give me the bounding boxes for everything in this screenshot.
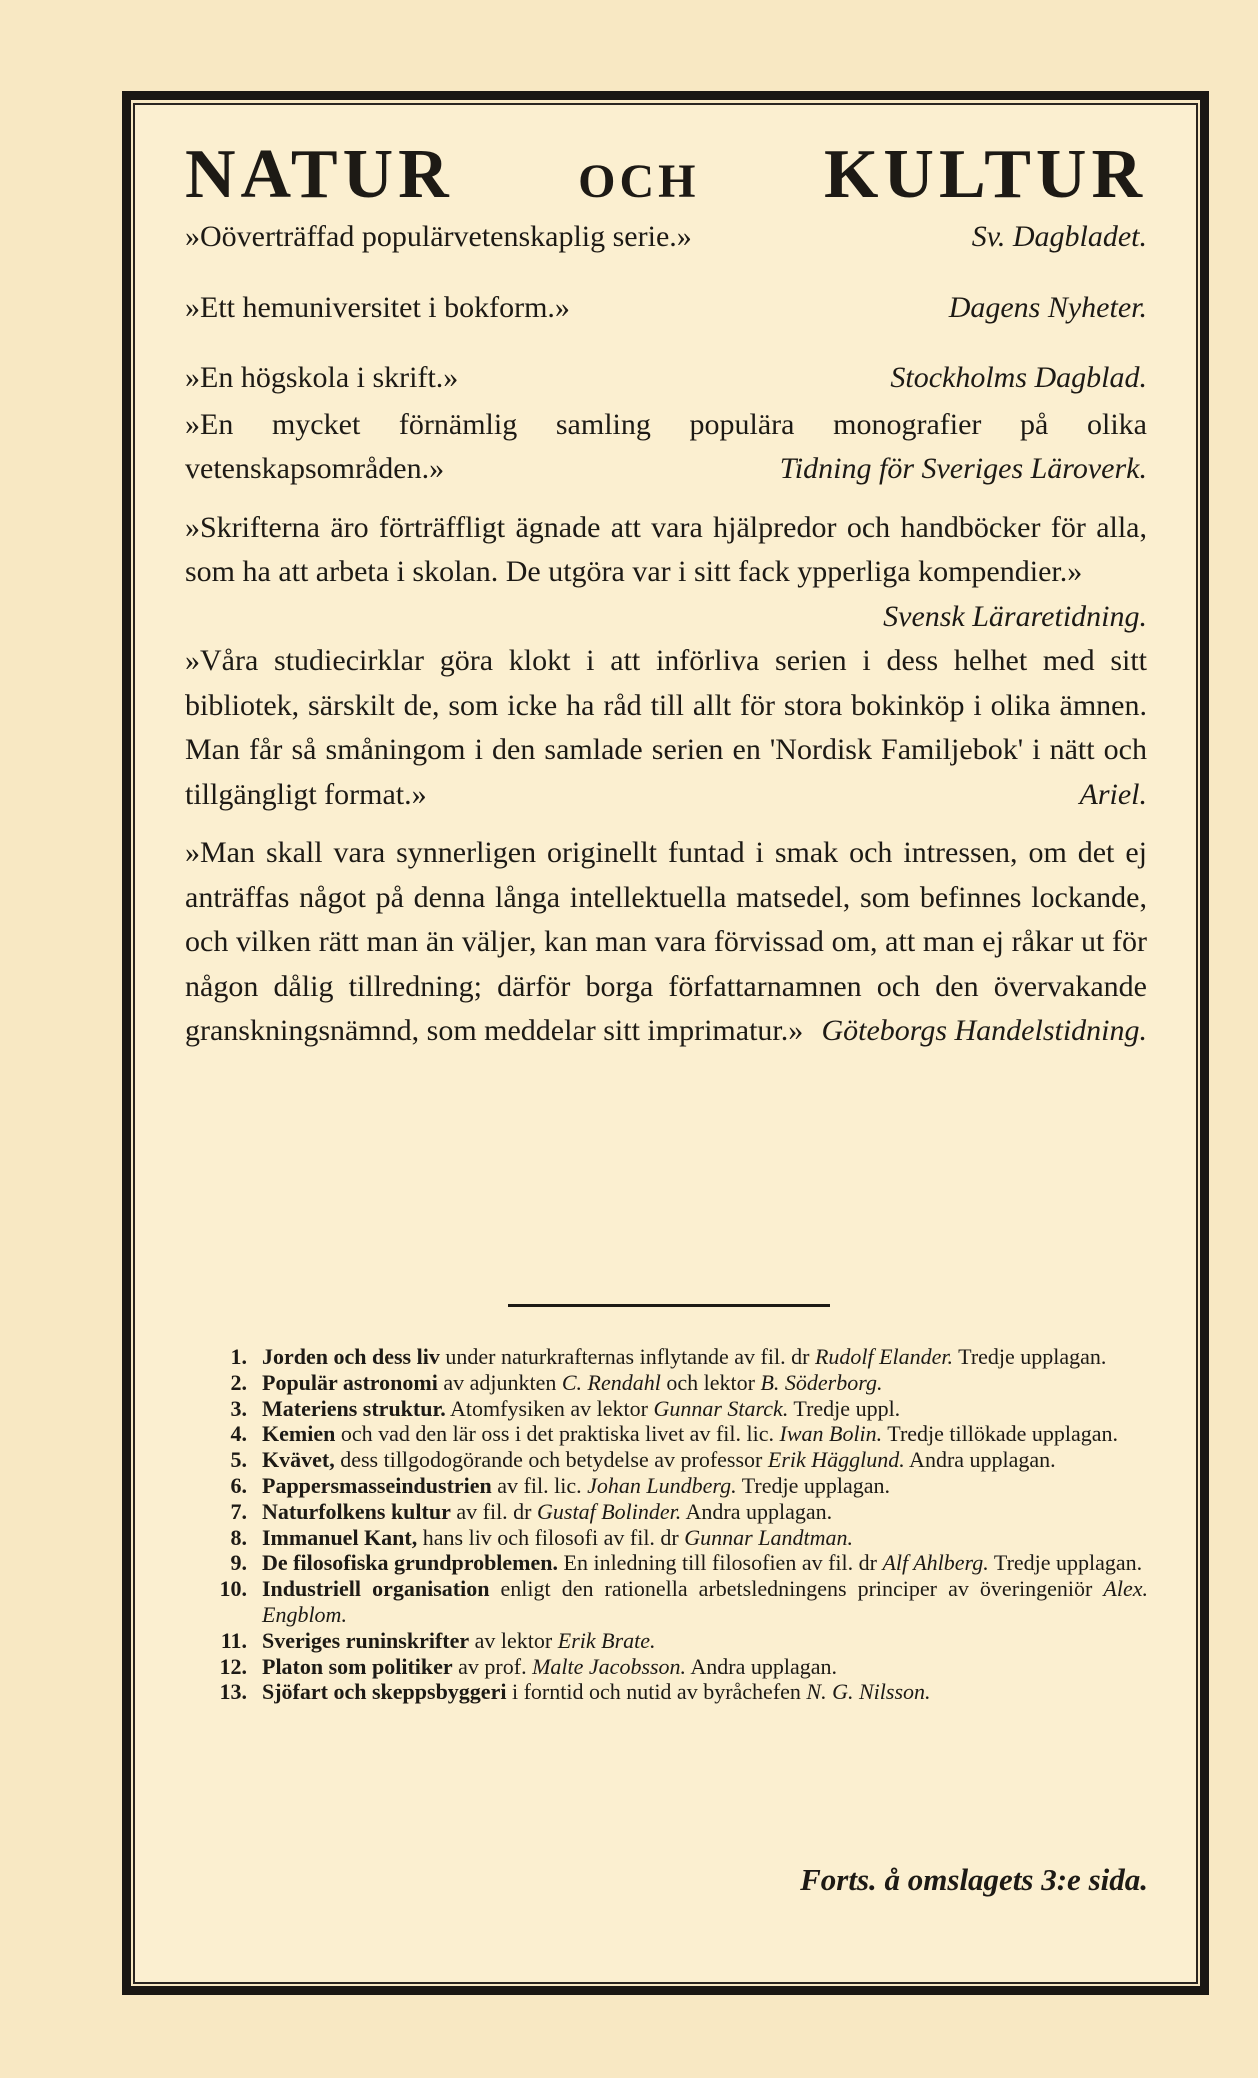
book-title: Pappersmasseindustrien bbox=[262, 1472, 492, 1498]
list-item-text bbox=[262, 1499, 1148, 1525]
list-item-number: 9. bbox=[230, 1550, 247, 1576]
list-item-text bbox=[262, 1370, 1148, 1396]
book-title: Populär astronomi bbox=[262, 1369, 438, 1395]
book-title: Sveriges runinskrifter bbox=[262, 1627, 470, 1653]
divider-rule bbox=[508, 1304, 830, 1307]
title-kultur: KULTUR bbox=[823, 136, 1148, 213]
list-item bbox=[185, 1576, 1148, 1628]
list-item-number: 10. bbox=[219, 1576, 247, 1602]
description: Tredje upplagan. bbox=[736, 1472, 891, 1498]
continued-note: Forts. å omslagets 3:e sida. bbox=[800, 1862, 1148, 1897]
list-item-text bbox=[262, 1344, 1148, 1370]
description: och vad den lär oss i det praktiska livet av fil. lic. bbox=[335, 1421, 780, 1447]
quote-text: »Skrifterna äro förträffligt ägnade att vara hjälpredor och handböcker för alla, som ha att arbeta i skolan. De utgöra var i sitt fack ypperliga kompendier.» bbox=[185, 510, 1147, 588]
list-item-number: 8. bbox=[230, 1524, 247, 1550]
list-item bbox=[185, 1370, 1148, 1396]
description: Tredje uppl. bbox=[788, 1395, 901, 1421]
list-item-text bbox=[262, 1396, 1148, 1422]
list-item-number: 12. bbox=[219, 1653, 247, 1679]
quote-text: »Ett hemuniversitet i bokform.» bbox=[185, 290, 570, 324]
list-item bbox=[185, 1396, 1148, 1422]
list-item bbox=[185, 1628, 1148, 1654]
book-title: Kemien bbox=[262, 1421, 336, 1447]
list-item bbox=[185, 1525, 1148, 1551]
book-title: Immanuel Kant, bbox=[262, 1524, 418, 1550]
list-item-number: 11. bbox=[220, 1627, 247, 1653]
book-title: Materiens struktur. bbox=[262, 1395, 446, 1421]
book-title: De filosofiska grundproblemen. bbox=[262, 1550, 559, 1576]
description: av fil. lic. bbox=[491, 1472, 588, 1498]
description: Tredje upplagan. bbox=[953, 1344, 1107, 1369]
list-item-number: 13. bbox=[219, 1679, 247, 1705]
title-och: OCH bbox=[578, 155, 700, 208]
quote-laroverk bbox=[185, 403, 1147, 492]
book-title: Sjöfart och skeppsbyggeri bbox=[262, 1679, 507, 1705]
author-name: Malte Jacobsson. bbox=[532, 1653, 687, 1679]
quote-stockholms-dagblad bbox=[185, 356, 1147, 401]
author-name: C. Rendahl bbox=[561, 1369, 661, 1395]
quote-sv-dagbladet bbox=[185, 215, 1147, 260]
list-item-number: 7. bbox=[230, 1498, 247, 1524]
description: i forntid och nutid av byråchefen bbox=[506, 1679, 807, 1705]
author-name: N. G. Nilsson. bbox=[806, 1679, 931, 1705]
list-item-text bbox=[262, 1679, 1148, 1705]
description: och lektor bbox=[660, 1369, 761, 1395]
list-item-text bbox=[262, 1576, 1148, 1628]
author-name: Alf Ahlberg. bbox=[882, 1550, 989, 1576]
description: Andra upplagan. bbox=[686, 1653, 837, 1679]
book-title: Jorden och dess liv bbox=[262, 1344, 440, 1369]
author-name: Gustaf Bolinder. bbox=[537, 1498, 682, 1524]
page-content bbox=[185, 135, 1147, 1054]
author-name: Alex. Engblom. bbox=[262, 1576, 1149, 1627]
list-item-text bbox=[262, 1654, 1148, 1680]
quote-text: »En mycket förnämlig samling populära monografier på olika vetenskapsområden.» bbox=[185, 407, 1147, 485]
list-item-text bbox=[262, 1525, 1148, 1551]
page-title bbox=[185, 135, 1147, 215]
author-name: Erik Brate. bbox=[557, 1627, 656, 1653]
author-name: Erik Hägglund. bbox=[767, 1447, 905, 1473]
quote-source: Tidning för Sveriges Läroverk. bbox=[779, 452, 1147, 485]
list-item-text bbox=[262, 1421, 1148, 1447]
list-item bbox=[185, 1550, 1148, 1576]
list-item-number: 3. bbox=[230, 1395, 247, 1421]
author-name: Iwan Bolin. bbox=[779, 1421, 883, 1447]
author-name: B. Söderborg. bbox=[760, 1369, 883, 1395]
list-item bbox=[185, 1499, 1148, 1525]
quote-source: Ariel. bbox=[1079, 777, 1147, 811]
list-item-text bbox=[262, 1628, 1148, 1654]
quote-source: Stockholms Dagblad. bbox=[890, 361, 1147, 394]
description: av lektor bbox=[469, 1627, 558, 1653]
quote-source: Svensk Läraretidning. bbox=[883, 599, 1147, 633]
quote-text: »Oöverträffad populärvetenskaplig serie.» bbox=[185, 220, 692, 253]
list-item-text bbox=[262, 1447, 1148, 1473]
book-title: Industriell organisation bbox=[262, 1576, 490, 1602]
description: En inledning till filosofien av fil. dr bbox=[558, 1550, 883, 1576]
description: Tredje tillökade upplagan. bbox=[882, 1421, 1119, 1447]
title-natur: NATUR bbox=[185, 136, 454, 213]
description: av adjunkten bbox=[437, 1369, 562, 1395]
list-item-text bbox=[262, 1550, 1148, 1576]
book-title: Kvävet, bbox=[262, 1447, 335, 1473]
quote-text: »Våra studiecirklar göra klokt i att införliva serien i dess helhet med sitt bibliotek, särskilt de, som icke ha råd till allt för stora bokinköp i olika ämnen. Man får så småningom i den samlade serien en 'Nordisk Familjebok' i nätt och tillgängligt format.» bbox=[185, 644, 1147, 811]
list-item bbox=[185, 1421, 1148, 1447]
quote-source: Sv. Dagbladet. bbox=[971, 220, 1147, 253]
list-item-number: 5. bbox=[230, 1447, 247, 1473]
list-item bbox=[185, 1654, 1148, 1680]
description: enligt den rationella arbetsledningens principer av överingeniör bbox=[489, 1576, 1104, 1602]
quote-handelstidning bbox=[185, 831, 1147, 1054]
list-item bbox=[185, 1447, 1148, 1473]
quote-text: »En högskola i skrift.» bbox=[185, 361, 459, 394]
description: dess tillgodogörande och betydelse av professor bbox=[334, 1447, 768, 1473]
author-name: Johan Lundberg. bbox=[587, 1472, 737, 1498]
description: Andra upplagan. bbox=[904, 1447, 1056, 1473]
quote-source: Göteborgs Handelstidning. bbox=[821, 1014, 1147, 1047]
list-item-number: 1. bbox=[230, 1344, 247, 1369]
book-title: Naturfolkens kultur bbox=[262, 1498, 451, 1524]
description: Atomfysiken av lektor bbox=[445, 1395, 654, 1421]
list-item-number: 2. bbox=[230, 1369, 247, 1395]
list-item bbox=[185, 1344, 1148, 1370]
description: av prof. bbox=[452, 1653, 533, 1679]
description: under naturkrafternas inflytande av fil. dr bbox=[439, 1344, 815, 1369]
quote-source: Dagens Nyheter. bbox=[948, 290, 1147, 324]
quote-dagens-nyheter bbox=[185, 286, 1147, 331]
list-item-number: 6. bbox=[230, 1472, 247, 1498]
list-item bbox=[185, 1473, 1148, 1499]
list-item-number: 4. bbox=[230, 1421, 247, 1447]
description: Tredje upplagan. bbox=[988, 1550, 1143, 1576]
description: av fil. dr bbox=[450, 1498, 538, 1524]
quote-text: »Man skall vara synnerligen originellt funtad i smak och intressen, om det ej anträffas något på denna långa intellektuella matsedel, som befinnes lockande, och vilken rätt man än väljer, kan man vara förvissad om, att man ej råkar ut för någon dålig tillredning; därför borga författarnamnen och den övervakande granskningsnämnd, som meddelar sitt imprimatur.» bbox=[185, 836, 1147, 1047]
book-title: Platon som politiker bbox=[262, 1653, 453, 1679]
description: Andra upplagan. bbox=[681, 1498, 833, 1524]
author-name: Gunnar Landtman. bbox=[684, 1524, 853, 1550]
list-item bbox=[185, 1679, 1148, 1705]
book-list bbox=[185, 1344, 1148, 1705]
author-name: Gunnar Starck. bbox=[653, 1395, 789, 1421]
author-name: Rudolf Elander. bbox=[814, 1344, 954, 1369]
list-item-text bbox=[262, 1473, 1148, 1499]
quote-lararetidning bbox=[185, 506, 1147, 595]
quote-ariel bbox=[185, 639, 1147, 817]
description: hans liv och filosofi av fil. dr bbox=[417, 1524, 685, 1550]
